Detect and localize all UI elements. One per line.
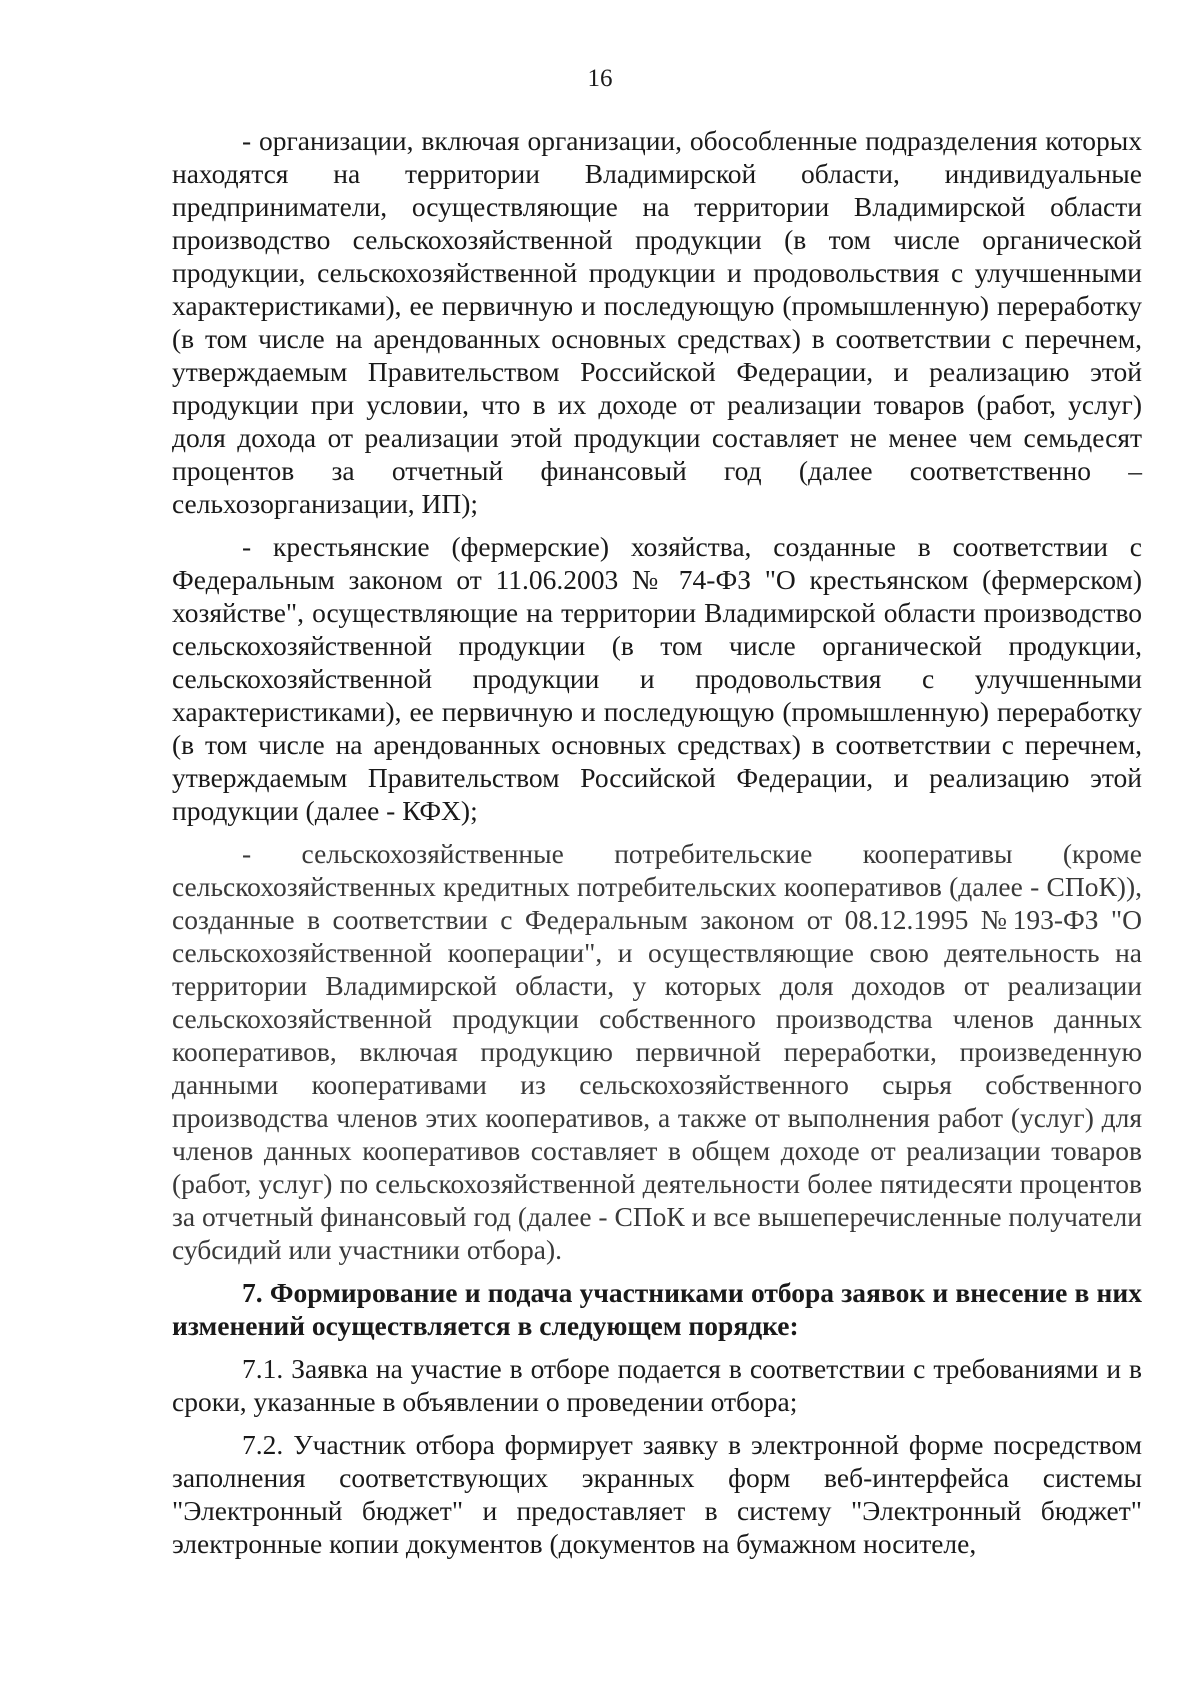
- document-body: [172, 124, 1142, 1560]
- paragraph-7-2: 7.2. Участник отбора формирует заявку в электронной форме посредством заполнения соответствующих экранных форм веб-интерфейса системы "Электронный бюджет" и предоставляет в систему "Электронный бюджет" электронные копии документов (документов на бумажном носителе,: [172, 1429, 1142, 1559]
- paragraph-7-1: 7.1. Заявка на участие в отборе подается в соответствии с требованиями и в сроки, указанные в объявлении о проведении отбора;: [172, 1353, 1142, 1417]
- paragraph-spok: - сельскохозяйственные потребительские кооперативы (кроме сельскохозяйственных кредитных потребительских кооперативов (далее - СПоК)), созданные в соответствии с Федеральным законом от 08.12.1995 №193-ФЗ "О сельскохозяйственной кооперации", и осуществляющие свою деятельность на территории Владимирской области, у которых доля доходов от реализации сельскохозяйственной продукции собственного производства членов данных кооперативов, включая продукцию первичной переработки, произведенную данными кооперативами из сельскохозяйственного сырья собственного производства членов этих кооперативов, а также от выполнения работ (услуг) для членов данных кооперативов составляет в общем доходе от реализации товаров (работ, услуг) по сельскохозяйственной деятельности более пятидесяти процентов за отчетный финансовый год (далее - СПоК и все вышеперечисленные получатели субсидий или участники отбора).: [172, 838, 1142, 1265]
- paragraph-organizations: - организации, включая организации, обособленные подразделения которых находятся на территории Владимирской области, индивидуальные предприниматели, осуществляющие на территории Владимирской области производство сельскохозяйственной продукции (в том числе органической продукции, сельскохозяйственной продукции и продовольствия с улучшенными характеристиками), ее первичную и последующую (промышленную) переработку (в том числе на арендованных основных средствах) в соответствии с перечнем, утверждаемым Правительством Российской Федерации, и реализацию этой продукции при условии, что в их доходе от реализации товаров (работ, услуг) доля дохода от реализации этой продукции составляет не менее чем семьдесят процентов за отчетный финансовый год (далее соответственно – сельхозорганизации, ИП);: [172, 125, 1142, 519]
- page-number: 16: [587, 65, 613, 92]
- paragraph-kfh: - крестьянские (фермерские) хозяйства, созданные в соответствии с Федеральным законом от 11.06.2003 № 74-ФЗ "О крестьянском (фермерском) хозяйстве", осуществляющие на территории Владимирской области производство сельскохозяйственной продукции (в том числе органической продукции, сельскохозяйственной продукции и продовольствия с улучшенными характеристиками), ее первичную и последующую (промышленную) переработку (в том числе на арендованных основных средствах) в соответствии с перечнем, утверждаемым Правительством Российской Федерации, и реализацию этой продукции (далее - КФХ);: [172, 531, 1142, 826]
- section-heading-7: 7. Формирование и подача участниками отбора заявок и внесение в них изменений осуществляется в следующем порядке:: [172, 1277, 1142, 1341]
